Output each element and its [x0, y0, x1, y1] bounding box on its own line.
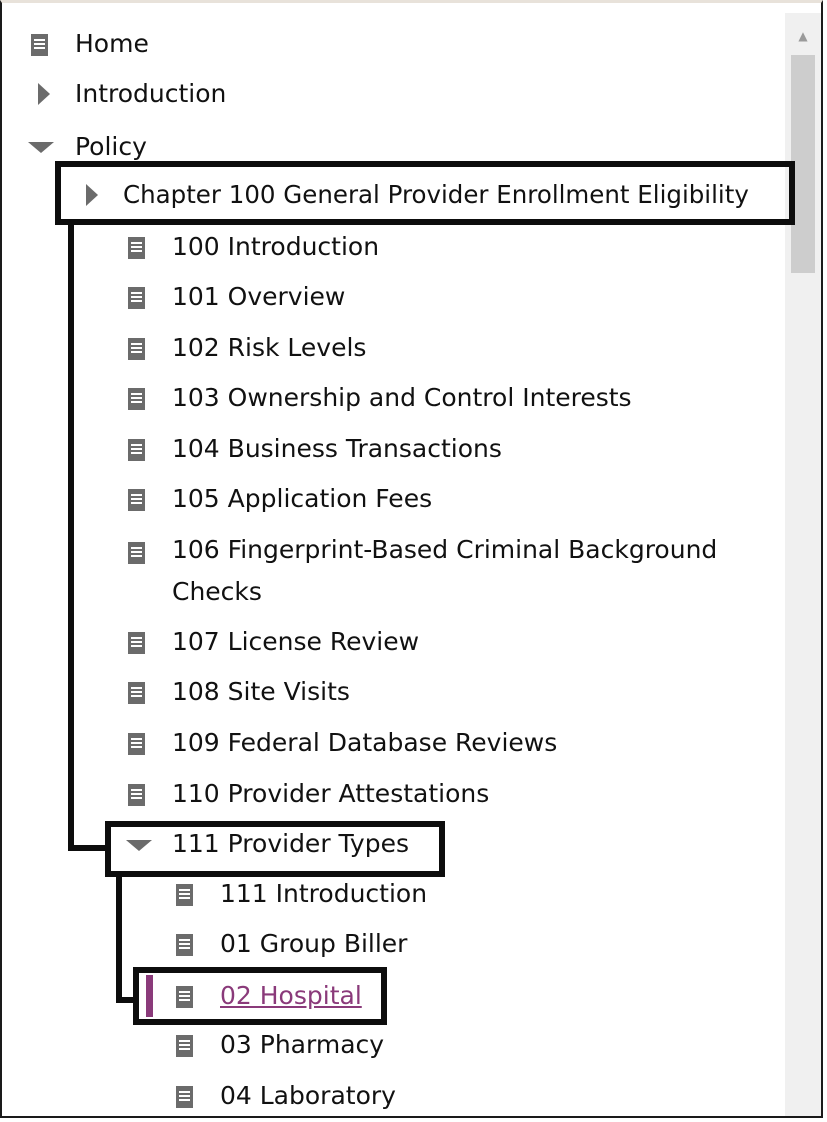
tree-item-03-pharmacy[interactable]: [2, 1025, 782, 1065]
tree-item-109-federal-database-reviews[interactable]: [2, 723, 782, 763]
collapse-down-icon[interactable]: [28, 142, 54, 153]
tree-item-label: 101 Overview: [172, 282, 346, 311]
document-icon: [128, 784, 145, 806]
tree-item-label: Home: [75, 29, 149, 58]
tree-item-label: 111 Provider Types: [172, 829, 409, 858]
document-icon: [128, 338, 145, 360]
document-icon: [128, 489, 145, 511]
expand-right-icon[interactable]: [38, 83, 50, 105]
tree-item-label-line1: 106 Fingerprint-Based Criminal Background: [172, 535, 718, 564]
tree-item-label: 111 Introduction: [220, 879, 428, 908]
tree-item-introduction[interactable]: [2, 74, 782, 114]
tree-item-04-laboratory[interactable]: [2, 1076, 782, 1116]
tree-item-label: 107 License Review: [172, 627, 420, 656]
tree-item-label-active-link[interactable]: 02 Hospital: [220, 981, 362, 1010]
tree-item-label-line2: Checks: [172, 577, 262, 606]
scroll-up-arrow-icon[interactable]: ▲: [798, 29, 808, 43]
document-icon: [128, 388, 145, 410]
tree-item-111-introduction[interactable]: [2, 874, 782, 914]
tree-item-label: 102 Risk Levels: [172, 333, 367, 362]
tree-item-111-provider-types[interactable]: [2, 824, 782, 864]
collapse-down-icon[interactable]: [126, 840, 152, 851]
tree-item-label: 04 Laboratory: [220, 1081, 396, 1110]
tree-item-label: Introduction: [75, 79, 227, 108]
document-icon: [128, 237, 145, 259]
document-icon: [176, 1035, 193, 1057]
tree-item-108-site-visits[interactable]: [2, 672, 782, 712]
tree-item-label: 100 Introduction: [172, 232, 380, 261]
tree-item-policy[interactable]: [2, 127, 782, 167]
document-icon: [128, 682, 145, 704]
tree-item-104-business-transactions[interactable]: [2, 429, 782, 469]
tree-item-01-group-biller[interactable]: [2, 924, 782, 964]
tree-item-107-license-review[interactable]: [2, 622, 782, 662]
expand-right-icon[interactable]: [86, 184, 98, 206]
document-icon: [176, 986, 193, 1008]
document-icon: [128, 632, 145, 654]
tree-item-101-overview[interactable]: [2, 277, 782, 317]
tree-item-label: 03 Pharmacy: [220, 1030, 385, 1059]
tree-item-home[interactable]: [2, 24, 782, 64]
document-icon: [128, 287, 145, 309]
tree-item-110-provider-attestations[interactable]: [2, 774, 782, 814]
document-icon: [128, 542, 145, 564]
tree-item-105-application-fees[interactable]: [2, 479, 782, 519]
tree-item-label: 01 Group Biller: [220, 929, 408, 958]
document-icon: [176, 884, 193, 906]
document-icon: [176, 934, 193, 956]
tree-item-100-introduction[interactable]: [2, 227, 782, 267]
tree-item-106-fingerprint[interactable]: [2, 530, 782, 614]
tree-item-label: 109 Federal Database Reviews: [172, 728, 558, 757]
tree-item-02-hospital[interactable]: [2, 976, 782, 1016]
document-icon: [176, 1086, 193, 1108]
tree-item-103-ownership[interactable]: [2, 378, 782, 418]
document-icon: [128, 439, 145, 461]
document-icon: [31, 34, 48, 56]
tree-item-chapter-100[interactable]: [2, 175, 782, 215]
tree-item-label: Chapter 100 General Provider Enrollment Eligibility: [123, 180, 749, 209]
tree-item-label: 110 Provider Attestations: [172, 779, 490, 808]
tree-item-102-risk-levels[interactable]: [2, 328, 782, 368]
tree-item-label: 108 Site Visits: [172, 677, 350, 706]
document-icon: [128, 733, 145, 755]
tree-item-label: 103 Ownership and Control Interests: [172, 383, 632, 412]
tree-item-label: 104 Business Transactions: [172, 434, 502, 463]
tree-item-label: Policy: [75, 132, 147, 161]
tree-item-label: 105 Application Fees: [172, 484, 433, 513]
